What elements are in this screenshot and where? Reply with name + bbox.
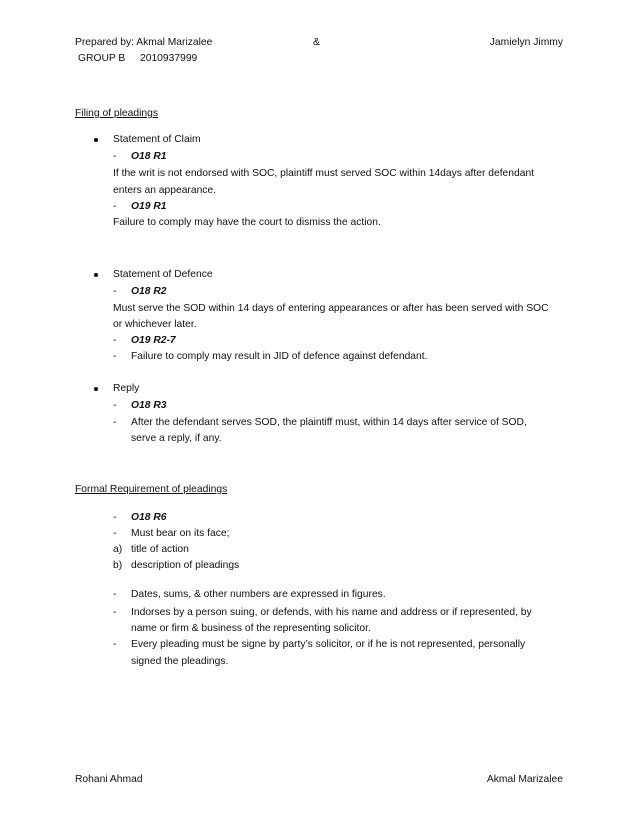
sod-text-line3: Failure to comply may result in JID of defence against defendant. [131, 351, 428, 362]
dash-marker: - [113, 417, 117, 428]
bullet-reply: Reply [113, 383, 140, 394]
dash-marker: - [113, 639, 117, 650]
rule-o18r3: O18 R3 [131, 400, 167, 411]
item-dates-sums: Dates, sums, & other numbers are expressed in figures. [131, 589, 386, 600]
list-label-b: b) [113, 560, 123, 571]
bullet-icon [94, 273, 98, 277]
header-id-number: 2010937999 [140, 53, 198, 64]
dash-marker: - [113, 335, 117, 346]
footer-left-name: Rohani Ahmad [75, 774, 143, 785]
bullet-statement-of-claim: Statement of Claim [113, 134, 201, 145]
dash-marker: - [113, 589, 117, 600]
rule-o18r2: O18 R2 [131, 286, 167, 297]
reply-text-line1: After the defendant serves SOD, the plaintiff must, within 14 days after service of SOD, [131, 417, 527, 428]
rule-o18r6: O18 R6 [131, 512, 167, 523]
header-coauthor: Jamielyn Jimmy [489, 37, 563, 48]
dash-marker: - [113, 512, 117, 523]
item-indorses-line2: name or firm & business of the representing solicitor. [131, 623, 371, 634]
section-title-formal-requirement: Formal Requirement of pleadings [75, 484, 228, 495]
soc-text-line1: If the writ is not endorsed with SOC, plaintiff must served SOC within 14days after defendant [113, 168, 535, 179]
rule-o19r2-7: O19 R2-7 [131, 335, 176, 346]
rule-o18r1: O18 R1 [131, 151, 167, 162]
item-title-of-action: title of action [131, 544, 189, 555]
bullet-statement-of-defence: Statement of Defence [113, 269, 213, 280]
dash-marker: - [113, 151, 117, 162]
sod-text-line2: or whichever later. [113, 319, 197, 330]
rule-o19r1: O19 R1 [131, 201, 167, 212]
item-must-bear: Must bear on its face; [131, 528, 230, 539]
bullet-icon [94, 387, 98, 391]
soc-text-line2: enters an appearance. [113, 185, 217, 196]
item-every-pleading-line1: Every pleading must be signe by party’s solicitor, or if he is not represented, personally [131, 639, 526, 650]
header-group: GROUP B [78, 53, 126, 64]
item-description-of-pleadings: description of pleadings [131, 560, 240, 571]
sod-text-line1: Must serve the SOD within 14 days of entering appearances or after has been served with SOC [113, 303, 549, 314]
dash-marker: - [113, 607, 117, 618]
footer-right-name: Akmal Marizalee [486, 774, 563, 785]
dash-marker: - [113, 528, 117, 539]
header-ampersand: & [313, 37, 320, 48]
dash-marker: - [113, 286, 117, 297]
section-title-filing: Filing of pleadings [75, 108, 158, 119]
dash-marker: - [113, 400, 117, 411]
item-indorses-line1: Indorses by a person suing, or defends, with his name and address or if represented, by [131, 607, 532, 618]
reply-text-line2: serve a reply, if any. [131, 433, 222, 444]
dash-marker: - [113, 201, 117, 212]
dash-marker: - [113, 351, 117, 362]
list-label-a: a) [113, 544, 123, 555]
header-prepared-by: Prepared by: Akmal Marizalee [75, 37, 213, 48]
soc-text-line3: Failure to comply may have the court to dismiss the action. [113, 217, 381, 228]
item-every-pleading-line2: signed the pleadings. [131, 656, 229, 667]
bullet-icon [94, 138, 98, 142]
